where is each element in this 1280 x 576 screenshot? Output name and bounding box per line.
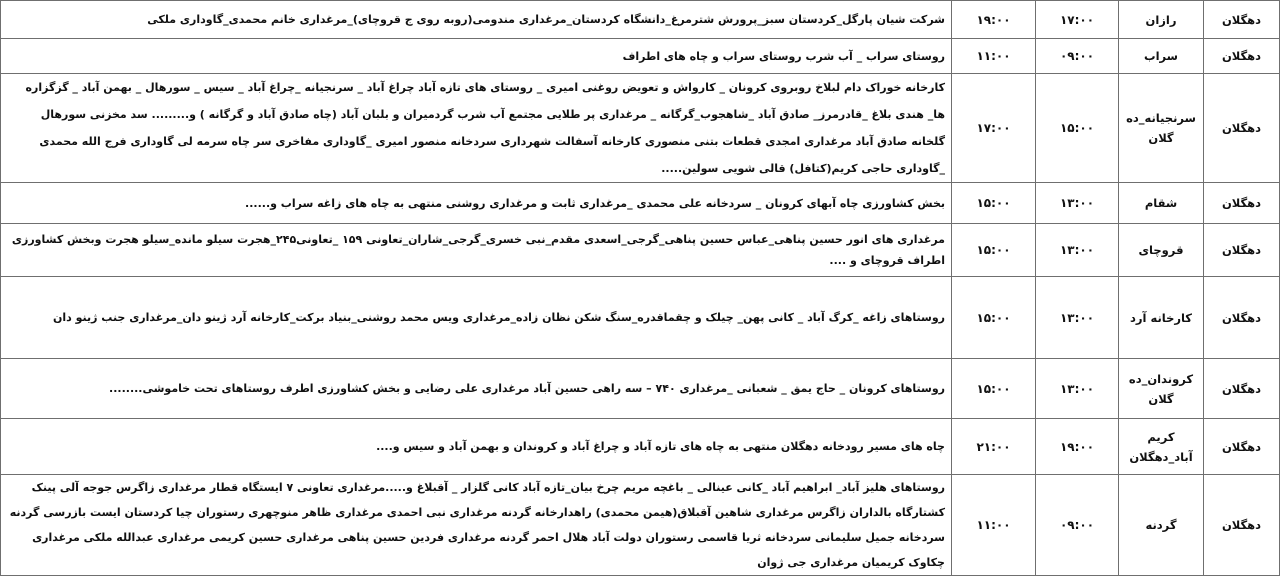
table-row xyxy=(1,359,1280,419)
table-row xyxy=(1,277,1280,359)
affected-areas-cell: چاه های مسیر رودخانه دهگلان منتهی به چاه های تازه آباد و چراغ آباد و کروندان و بهمن آباد و سیس و.... xyxy=(1,419,952,475)
end-time-cell: ۱۱:۰۰ xyxy=(952,39,1036,74)
start-time-cell: ۰۹:۰۰ xyxy=(1036,475,1119,576)
end-time-cell: ۲۱:۰۰ xyxy=(952,419,1036,475)
start-time-cell: ۰۹:۰۰ xyxy=(1036,39,1119,74)
affected-areas-cell: مرغداری های انور حسین پناهی_عباس حسین پناهی_گرجی_اسعدی مقدم_نبی خسری_گرجی_شاران_تعاونی ۱۵۹ _تعاونی۲۴۵_هجرت سیلو مانده_سیلو هجرت وبخش کشاورزی اطراف قروچای و .... xyxy=(1,224,952,277)
table-row xyxy=(1,475,1280,576)
county-cell: دهگلان xyxy=(1204,39,1280,74)
area-cell: قروچای xyxy=(1119,224,1204,277)
affected-areas-cell: روستای سراب _ آب شرب روستای سراب و چاه های اطراف xyxy=(1,39,952,74)
county-cell: دهگلان xyxy=(1204,74,1280,183)
table-row xyxy=(1,1,1280,39)
table-row xyxy=(1,39,1280,74)
start-time-cell: ۱۹:۰۰ xyxy=(1036,419,1119,475)
end-time-cell: ۱۵:۰۰ xyxy=(952,183,1036,224)
area-cell: کارخانه آرد xyxy=(1119,277,1204,359)
county-cell: دهگلان xyxy=(1204,277,1280,359)
county-cell: دهگلان xyxy=(1204,359,1280,419)
area-cell: کریم آباد_دهگلان xyxy=(1119,419,1204,475)
end-time-cell: ۱۱:۰۰ xyxy=(952,475,1036,576)
affected-areas-cell: روستاهای کرونان _ حاج یمق _ شعبانی _مرغداری ۷۴۰ – سه راهی حسین آباد مرغداری علی رضایی و بخش کشاورزی اطرف روستاهای تحت خاموشی........ xyxy=(1,359,952,419)
affected-areas-cell: شرکت شیان پارگل_کردستان سبز_پرورش شترمرغ_دانشگاه کردستان_مرغداری مندومی(روبه روی ج قروچای)_مرغداری خانم محمدی_گاوداری ملکی xyxy=(1,1,952,39)
county-cell: دهگلان xyxy=(1204,419,1280,475)
affected-areas-cell: روستاهای زاغه _کرگ آباد _ کانی پهن_ چیلک و چقماقدره_سنگ شکن نظان زاده_مرغداری ویس محمد روشنی_بنیاد برکت_کارخانه آرد ژینو دان_مرغداری جنب ژینو دان xyxy=(1,277,952,359)
area-cell: شقام xyxy=(1119,183,1204,224)
table-row xyxy=(1,419,1280,475)
table-row xyxy=(1,183,1280,224)
area-cell: سراب xyxy=(1119,39,1204,74)
start-time-cell: ۱۷:۰۰ xyxy=(1036,1,1119,39)
start-time-cell: ۱۳:۰۰ xyxy=(1036,359,1119,419)
end-time-cell: ۱۵:۰۰ xyxy=(952,277,1036,359)
county-cell: دهگلان xyxy=(1204,475,1280,576)
table-row xyxy=(1,224,1280,277)
start-time-cell: ۱۳:۰۰ xyxy=(1036,183,1119,224)
area-cell: کروندان_ده گلان xyxy=(1119,359,1204,419)
area-cell: رازان xyxy=(1119,1,1204,39)
county-cell: دهگلان xyxy=(1204,1,1280,39)
affected-areas-cell: بخش کشاورزی چاه آبهای کرونان _ سردخانه علی محمدی _مرغداری ثابت و مرغداری روشنی منتهی به چاه های زاغه سراب و...... xyxy=(1,183,952,224)
start-time-cell: ۱۵:۰۰ xyxy=(1036,74,1119,183)
end-time-cell: ۱۵:۰۰ xyxy=(952,224,1036,277)
affected-areas-cell: کارخانه خوراک دام لبلاخ روبروی کرونان _ کارواش و تعویض روغنی امیری _ روستای های تازه آباد چراغ آباد _ سرنجیانه _چراغ آباد _ سیس _ سورهال _ بهمن آباد _ گزگزاره ها_ هندی بلاغ _قادرمرز_ صادق آباد _شاهجوب_گرگانه _ مرغداری پر طلایی مجتمع آب شرب گردمیران و بلبان آباد (چاه صادق آباد و گرگانه ) و......... سد مخزنی سورهال گلخانه صادق آباد مرغداری امجدی قطعات بتنی منصوری کارخانه آسفالت شهرداری سردخانه منصور امیری _گاوداری مفاخری سر چاه سرمه لی گاوداری فرج الله محمدی _گاوداری حاجی کریم(کتافل) قالی شویی سولین..... xyxy=(1,74,952,183)
affected-areas-cell: روستاهای هلیز آباد_ ابراهیم آباد _کانی عینالی _ باغچه مریم چرخ بیان_تازه آباد کانی گلزار _ آقبلاغ و.....مرغداری تعاونی ۷ ایستگاه قطار مرغداری زاگرس جوجه آلی پینک کشتارگاه بالداران زاگرس مرغداری شاهین آقبلاق(هیمن محمدی) راهدارخانه گردنه مرغداری نبی احمدی مرغداری ظاهر منوچهری رستوران چیا کردستان ایست بازرسی گردنه سردخانه جمیل سلیمانی سردخانه ثریا قاسمی رستوران دولت آباد هلال احمر گردنه مرغداری فردین حسین پناهی مرغداری حسین کریمی مرغداری عبدالله ملکی مرغداری چکاوک کریمیان مرغداری جی ژوان xyxy=(1,475,952,576)
table-row xyxy=(1,74,1280,183)
end-time-cell: ۱۹:۰۰ xyxy=(952,1,1036,39)
start-time-cell: ۱۳:۰۰ xyxy=(1036,277,1119,359)
end-time-cell: ۱۷:۰۰ xyxy=(952,74,1036,183)
end-time-cell: ۱۵:۰۰ xyxy=(952,359,1036,419)
county-cell: دهگلان xyxy=(1204,224,1280,277)
start-time-cell: ۱۳:۰۰ xyxy=(1036,224,1119,277)
area-cell: سرنجیانه_ده گلان xyxy=(1119,74,1204,183)
county-cell: دهگلان xyxy=(1204,183,1280,224)
area-cell: گردنه xyxy=(1119,475,1204,576)
